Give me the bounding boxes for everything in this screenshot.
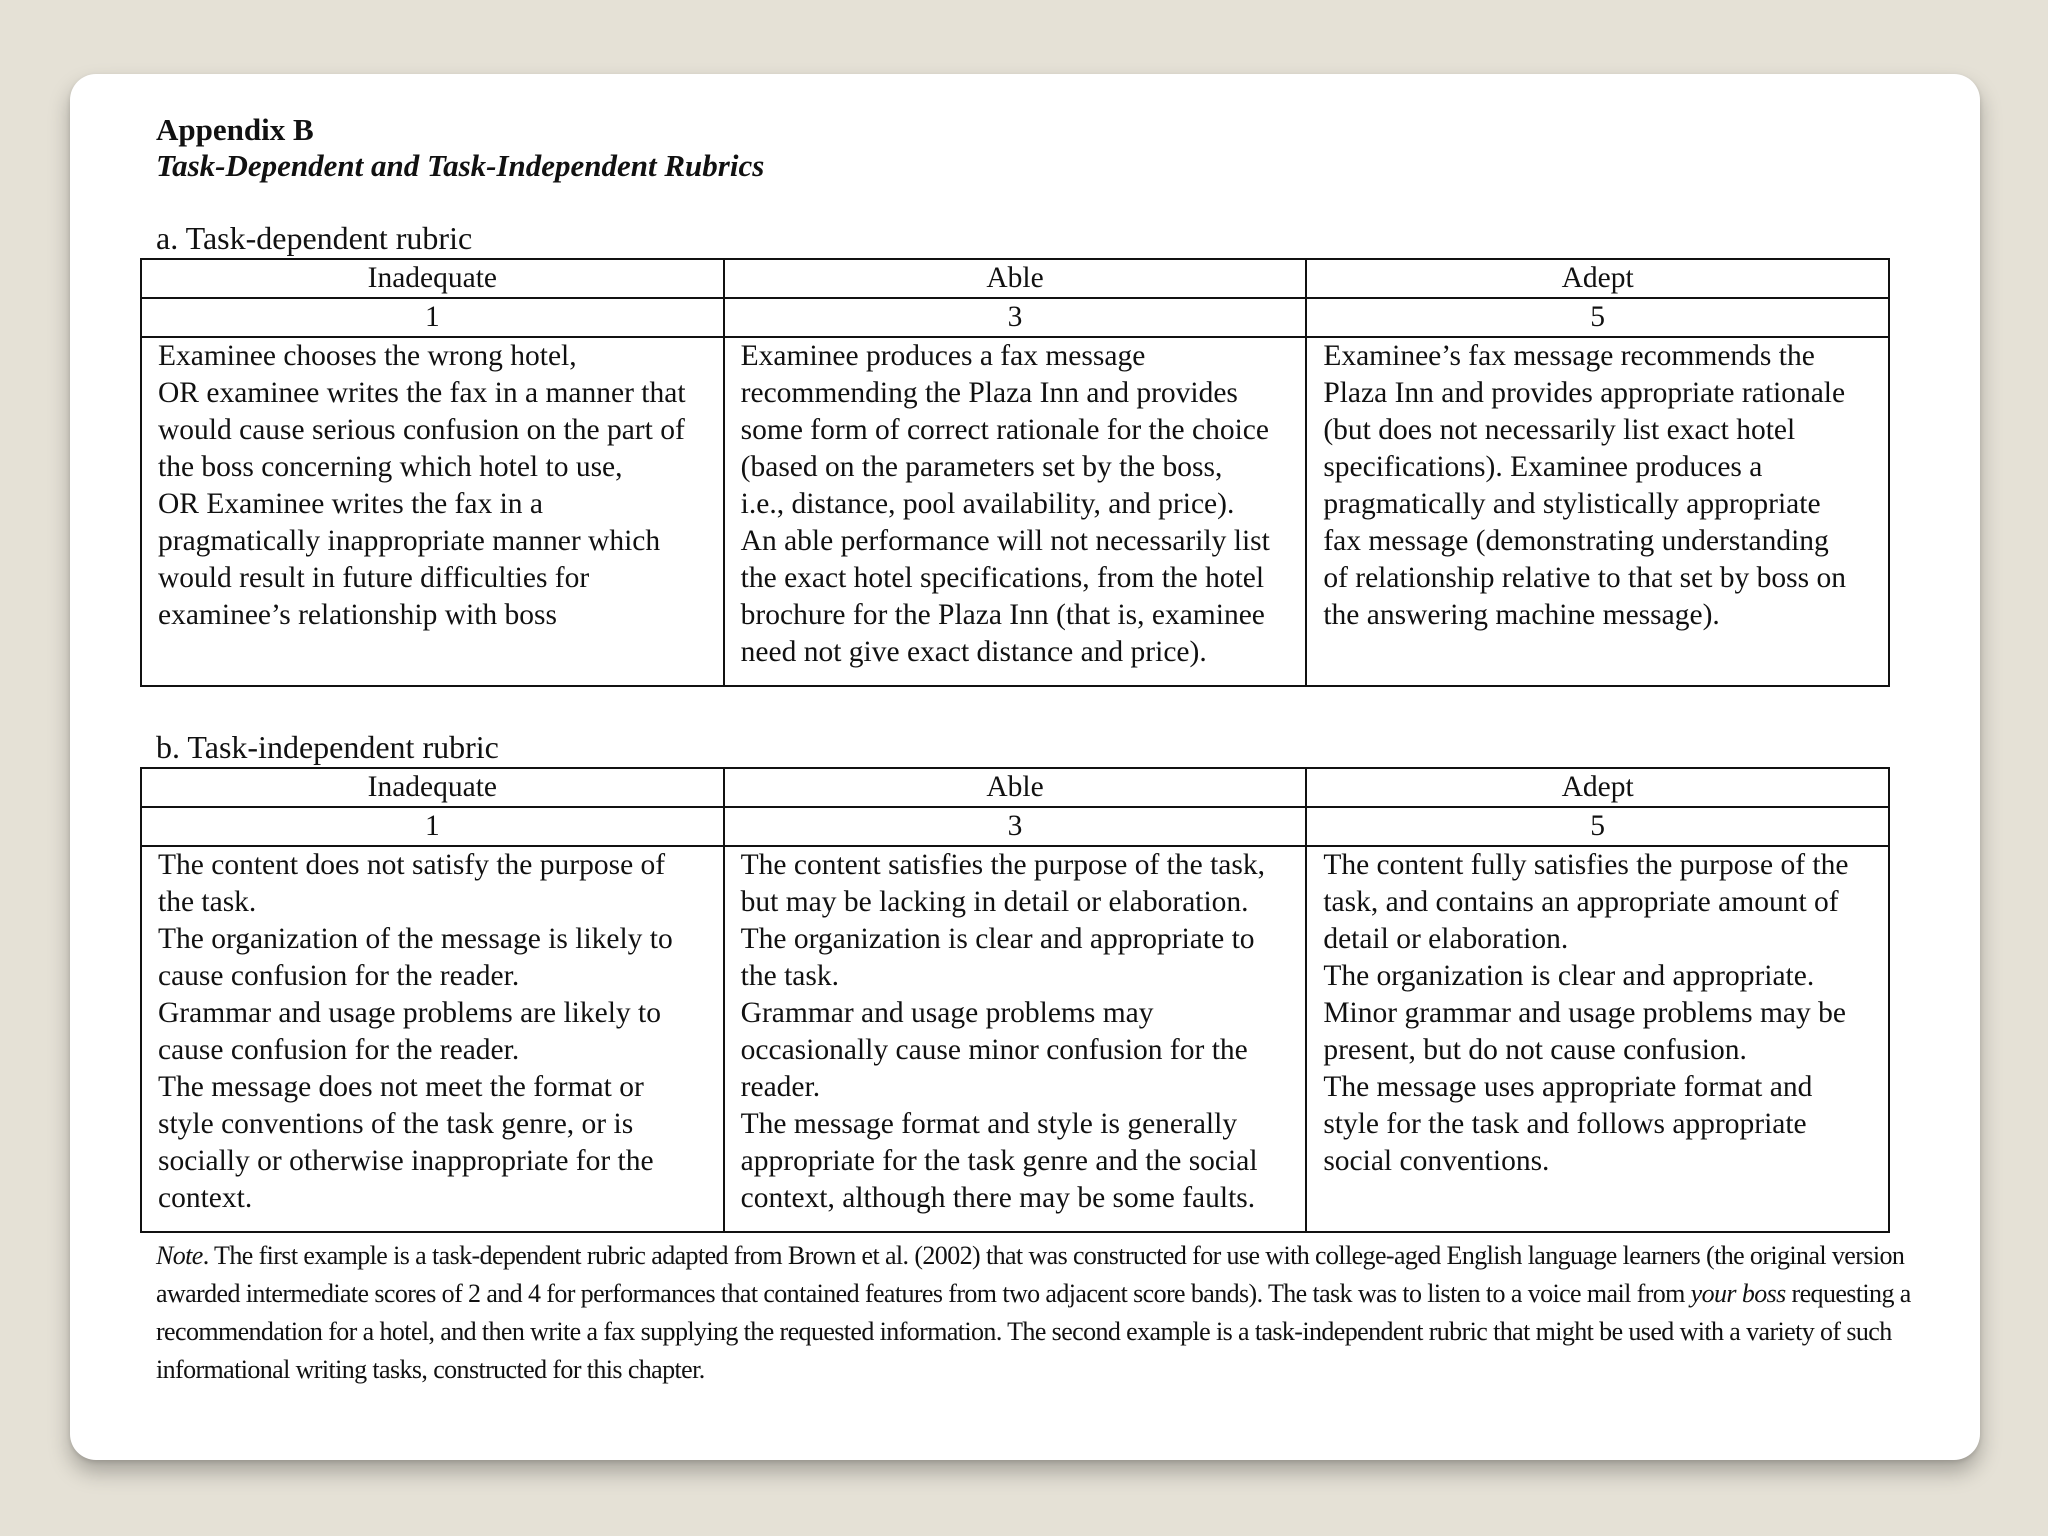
description-adept — [1306, 337, 1889, 686]
note-label: Note — [156, 1241, 203, 1270]
description-able — [724, 846, 1307, 1232]
description-line: Grammar and usage problems may — [740, 997, 1154, 1029]
description-line: Examinee produces a fax message — [740, 340, 1146, 372]
task-independent-rubric-label: b. Task-independent rubric — [156, 729, 499, 765]
rubric-description-row — [141, 337, 1889, 686]
description-line: The message does not meet the format or — [158, 1071, 644, 1103]
appendix-heading: Appendix B — [156, 112, 314, 147]
document-content — [154, 112, 1911, 1389]
description-line: The organization is clear and appropriate to — [740, 923, 1255, 955]
description-line: OR examinee writes the fax in a manner that — [158, 377, 686, 409]
note-text-part-1: . The first example is a task-dependent rubric adapted from Brown et al. (2002) that was constructed for use with college-aged English language learners (the original version awarded intermediate scores of 2 and 4 for performances that contained features from two adjacent score bands). The task was to listen to a voice mail from — [156, 1241, 1905, 1308]
score-adept: 5 — [1306, 807, 1889, 846]
description-line: but may be lacking in detail or elaboration. — [740, 886, 1249, 918]
description-line: occasionally cause minor confusion for the — [740, 1034, 1248, 1066]
description-line: OR Examinee writes the fax in a — [158, 488, 544, 520]
description-line: present, but do not cause confusion. — [1323, 1034, 1747, 1066]
description-line: reader. — [740, 1071, 821, 1103]
description-line: The message uses appropriate format and — [1323, 1071, 1813, 1103]
description-line: Examinee chooses the wrong hotel, — [158, 340, 577, 372]
description-able — [724, 337, 1307, 686]
description-line: cause confusion for the reader. — [158, 960, 520, 992]
rubric-score-row — [141, 298, 1889, 337]
description-line: pragmatically and stylistically appropriate — [1323, 488, 1821, 520]
description-line: The organization of the message is likely to — [158, 923, 673, 955]
description-line: An able performance will not necessarily list — [740, 525, 1270, 557]
description-line: the task. — [158, 886, 257, 918]
description-line: Examinee’s fax message recommends the — [1323, 340, 1815, 372]
note-text-part-2: requesting a recommendation for a hotel, and then write a fax supplying the requested information. The second example is a task-independent rubric that might be used with a variety of such informational writing tasks, constructed for this chapter. — [156, 1279, 1911, 1384]
score-adept: 5 — [1306, 298, 1889, 337]
task-dependent-rubric-label: a. Task-dependent rubric — [156, 220, 473, 256]
header-inadequate: Inadequate — [141, 259, 724, 298]
rubric-score-row — [141, 807, 1889, 846]
description-line: (but does not necessarily list exact hotel — [1323, 414, 1796, 446]
description-inadequate — [141, 846, 724, 1232]
description-line: fax message (demonstrating understanding — [1323, 525, 1829, 557]
description-line: of relationship relative to that set by boss on — [1323, 562, 1847, 594]
table-note — [156, 1237, 1936, 1389]
description-line: specifications). Examinee produces a — [1323, 451, 1763, 483]
description-line: need not give exact distance and price). — [740, 636, 1207, 668]
description-line: Grammar and usage problems are likely to — [158, 997, 661, 1029]
description-line: would cause serious confusion on the part of — [158, 414, 685, 446]
description-line: Minor grammar and usage problems may be — [1323, 997, 1846, 1029]
score-inadequate: 1 — [141, 298, 724, 337]
header-able: Able — [724, 259, 1307, 298]
header-adept: Adept — [1306, 768, 1889, 807]
description-line: The content does not satisfy the purpose of — [158, 849, 666, 881]
description-line: the boss concerning which hotel to use, — [158, 451, 623, 483]
description-line: style for the task and follows appropriate — [1323, 1108, 1807, 1140]
description-line: cause confusion for the reader. — [158, 1034, 520, 1066]
score-able: 3 — [724, 298, 1307, 337]
note-italic-text: your boss — [1690, 1279, 1786, 1308]
appendix-subtitle: Task-Dependent and Task-Independent Rubrics — [156, 148, 765, 183]
description-line: the task. — [740, 960, 839, 992]
rubric-description-row — [141, 846, 1889, 1232]
description-line: The content satisfies the purpose of the task, — [740, 849, 1265, 881]
description-line: recommending the Plaza Inn and provides — [740, 377, 1238, 409]
header-adept: Adept — [1306, 259, 1889, 298]
description-line: would result in future difficulties for — [158, 562, 590, 594]
header-able: Able — [724, 768, 1307, 807]
description-line: brochure for the Plaza Inn (that is, examinee — [740, 599, 1265, 631]
description-line: pragmatically inappropriate manner which — [158, 525, 661, 557]
description-line: task, and contains an appropriate amount of — [1323, 886, 1839, 918]
score-able: 3 — [724, 807, 1307, 846]
description-line: social conventions. — [1323, 1145, 1550, 1177]
description-line: appropriate for the task genre and the social — [740, 1145, 1258, 1177]
task-independent-rubric-table — [140, 767, 1890, 1233]
rubric-header-row — [141, 259, 1889, 298]
description-line: detail or elaboration. — [1323, 923, 1569, 955]
description-line: Plaza Inn and provides appropriate rationale — [1323, 377, 1846, 409]
description-line: The message format and style is generally — [740, 1108, 1238, 1140]
description-line: some form of correct rationale for the choice — [740, 414, 1269, 446]
description-line: i.e., distance, pool availability, and price). — [740, 488, 1235, 520]
description-line: style conventions of the task genre, or is — [158, 1108, 634, 1140]
description-line: The content fully satisfies the purpose of the — [1323, 849, 1849, 881]
task-dependent-rubric-table — [140, 258, 1890, 687]
description-line: socially or otherwise inappropriate for the — [158, 1145, 654, 1177]
description-line: context, although there may be some faults. — [740, 1182, 1256, 1214]
score-inadequate: 1 — [141, 807, 724, 846]
description-line: The organization is clear and appropriate. — [1323, 960, 1815, 992]
rubric-header-row — [141, 768, 1889, 807]
description-line: the exact hotel specifications, from the hotel — [740, 562, 1265, 594]
description-line: the answering machine message). — [1323, 599, 1720, 631]
description-line: context. — [158, 1182, 253, 1214]
document-page — [70, 74, 1980, 1460]
description-line: examinee’s relationship with boss — [158, 599, 557, 631]
description-inadequate — [141, 337, 724, 686]
description-adept — [1306, 846, 1889, 1232]
header-inadequate: Inadequate — [141, 768, 724, 807]
description-line: (based on the parameters set by the boss, — [740, 451, 1223, 483]
